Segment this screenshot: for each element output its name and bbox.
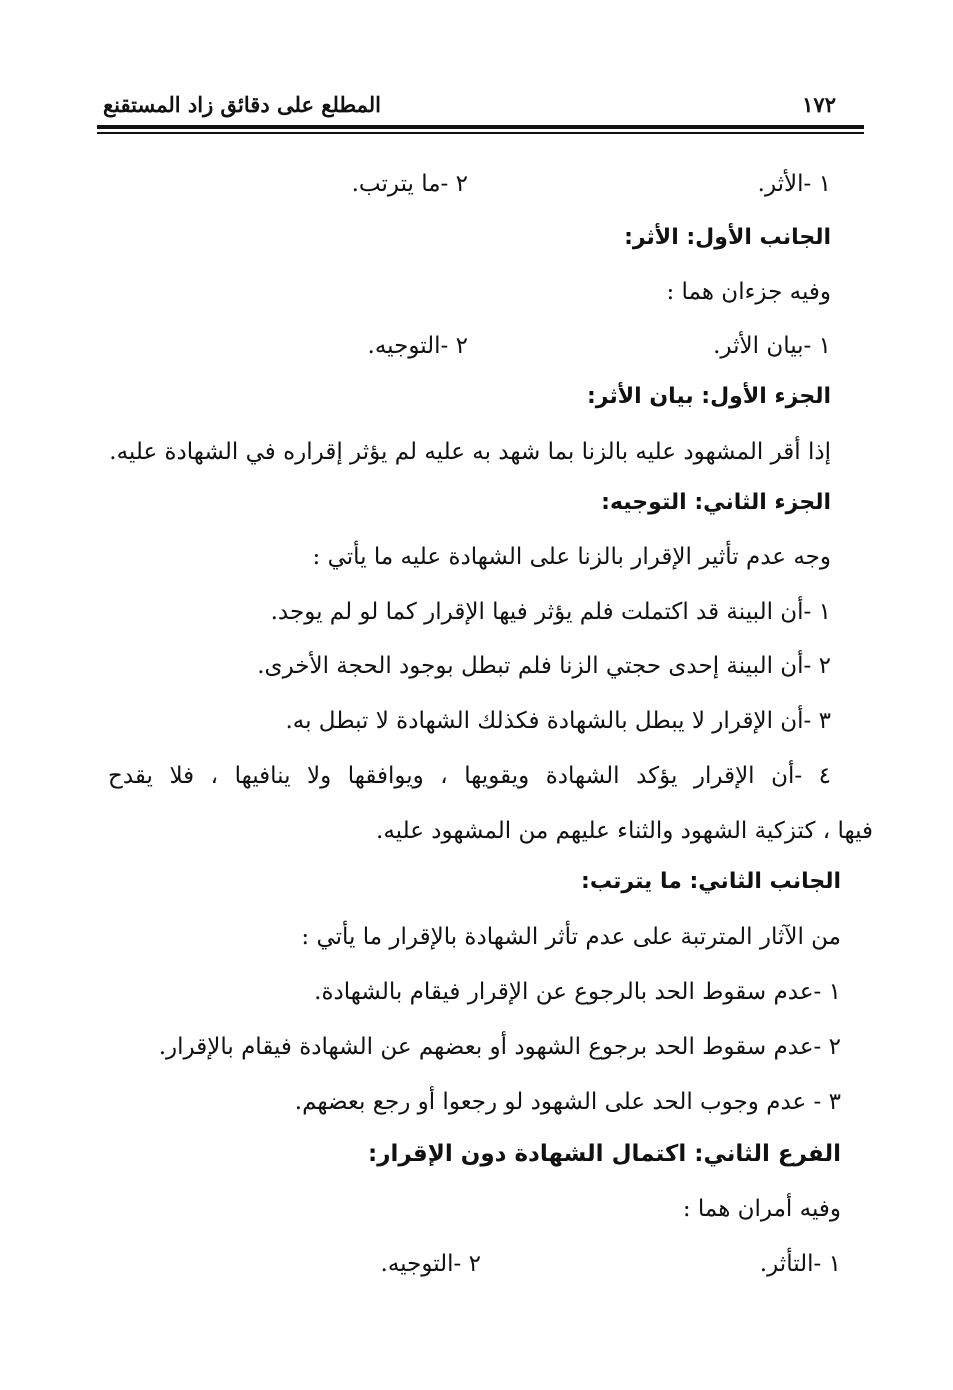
header-rule-thick [97, 125, 864, 129]
list-item-right: ١ -الأثر. [757, 171, 831, 197]
page-number: ١٧٢ [802, 92, 836, 117]
paragraph-line: من الآثار المترتبة على عدم تأثر الشهادة بالإقرار ما يأتي : [301, 924, 841, 950]
list-item: ٢ -أن البينة إحدى حجتي الزنا فلم تبطل بوجود الحجة الأخرى. [257, 653, 831, 679]
list-item: ٤ -أن الإقرار يؤكد الشهادة ويقويها ، ويوافقها ولا ينافيها ، فلا يقدح [108, 763, 831, 789]
paragraph-line: فيها ، كتزكية الشهود والثناء عليهم من المشهود عليه. [376, 818, 873, 844]
list-item: ٣ - عدم وجوب الحد على الشهود لو رجعوا أو رجع بعضهم. [294, 1089, 841, 1115]
section-heading: الجانب الثاني: ما يترتب: [581, 869, 841, 894]
list-item: ٢ -عدم سقوط الحد برجوع الشهود أو بعضهم عن الشهادة فيقام بالإقرار. [158, 1034, 841, 1060]
paragraph-line: إذا أقر المشهود عليه بالزنا بما شهد به عليه لم يؤثر إقراره في الشهادة عليه. [109, 439, 831, 465]
section-heading: الجزء الثاني: التوجيه: [601, 490, 831, 515]
paragraph-line: وفيه جزءان هما : [666, 279, 831, 305]
list-item-right: ١ -بيان الأثر. [713, 333, 831, 359]
section-heading: الجزء الأول: بيان الأثر: [587, 384, 831, 409]
list-item: ١ -أن البينة قد اكتملت فلم يؤثر فيها الإقرار كما لو لم يوجد. [270, 599, 831, 625]
list-item-left: ٢ -ما يترتب. [351, 171, 468, 197]
list-item-left: ٢ -التوجيه. [380, 1251, 481, 1277]
list-item: ٣ -أن الإقرار لا يبطل بالشهادة فكذلك الشهادة لا تبطل به. [285, 708, 831, 734]
list-item-left: ٢ -التوجيه. [367, 333, 468, 359]
list-item-right: ١ -التأثر. [759, 1251, 841, 1277]
paragraph-line: وجه عدم تأثير الإقرار بالزنا على الشهادة عليه ما يأتي : [312, 544, 831, 570]
running-header-title: المطلع على دقائق زاد المستقنع [103, 92, 382, 117]
header-rule-thin [97, 132, 864, 134]
subsection-heading: الفرع الثاني: اكتمال الشهادة دون الإقرار: [368, 1141, 841, 1167]
paragraph-line: وفيه أمران هما : [682, 1196, 841, 1222]
list-item: ١ -عدم سقوط الحد بالرجوع عن الإقرار فيقام بالشهادة. [314, 979, 841, 1005]
section-heading: الجانب الأول: الأثر: [624, 225, 831, 250]
